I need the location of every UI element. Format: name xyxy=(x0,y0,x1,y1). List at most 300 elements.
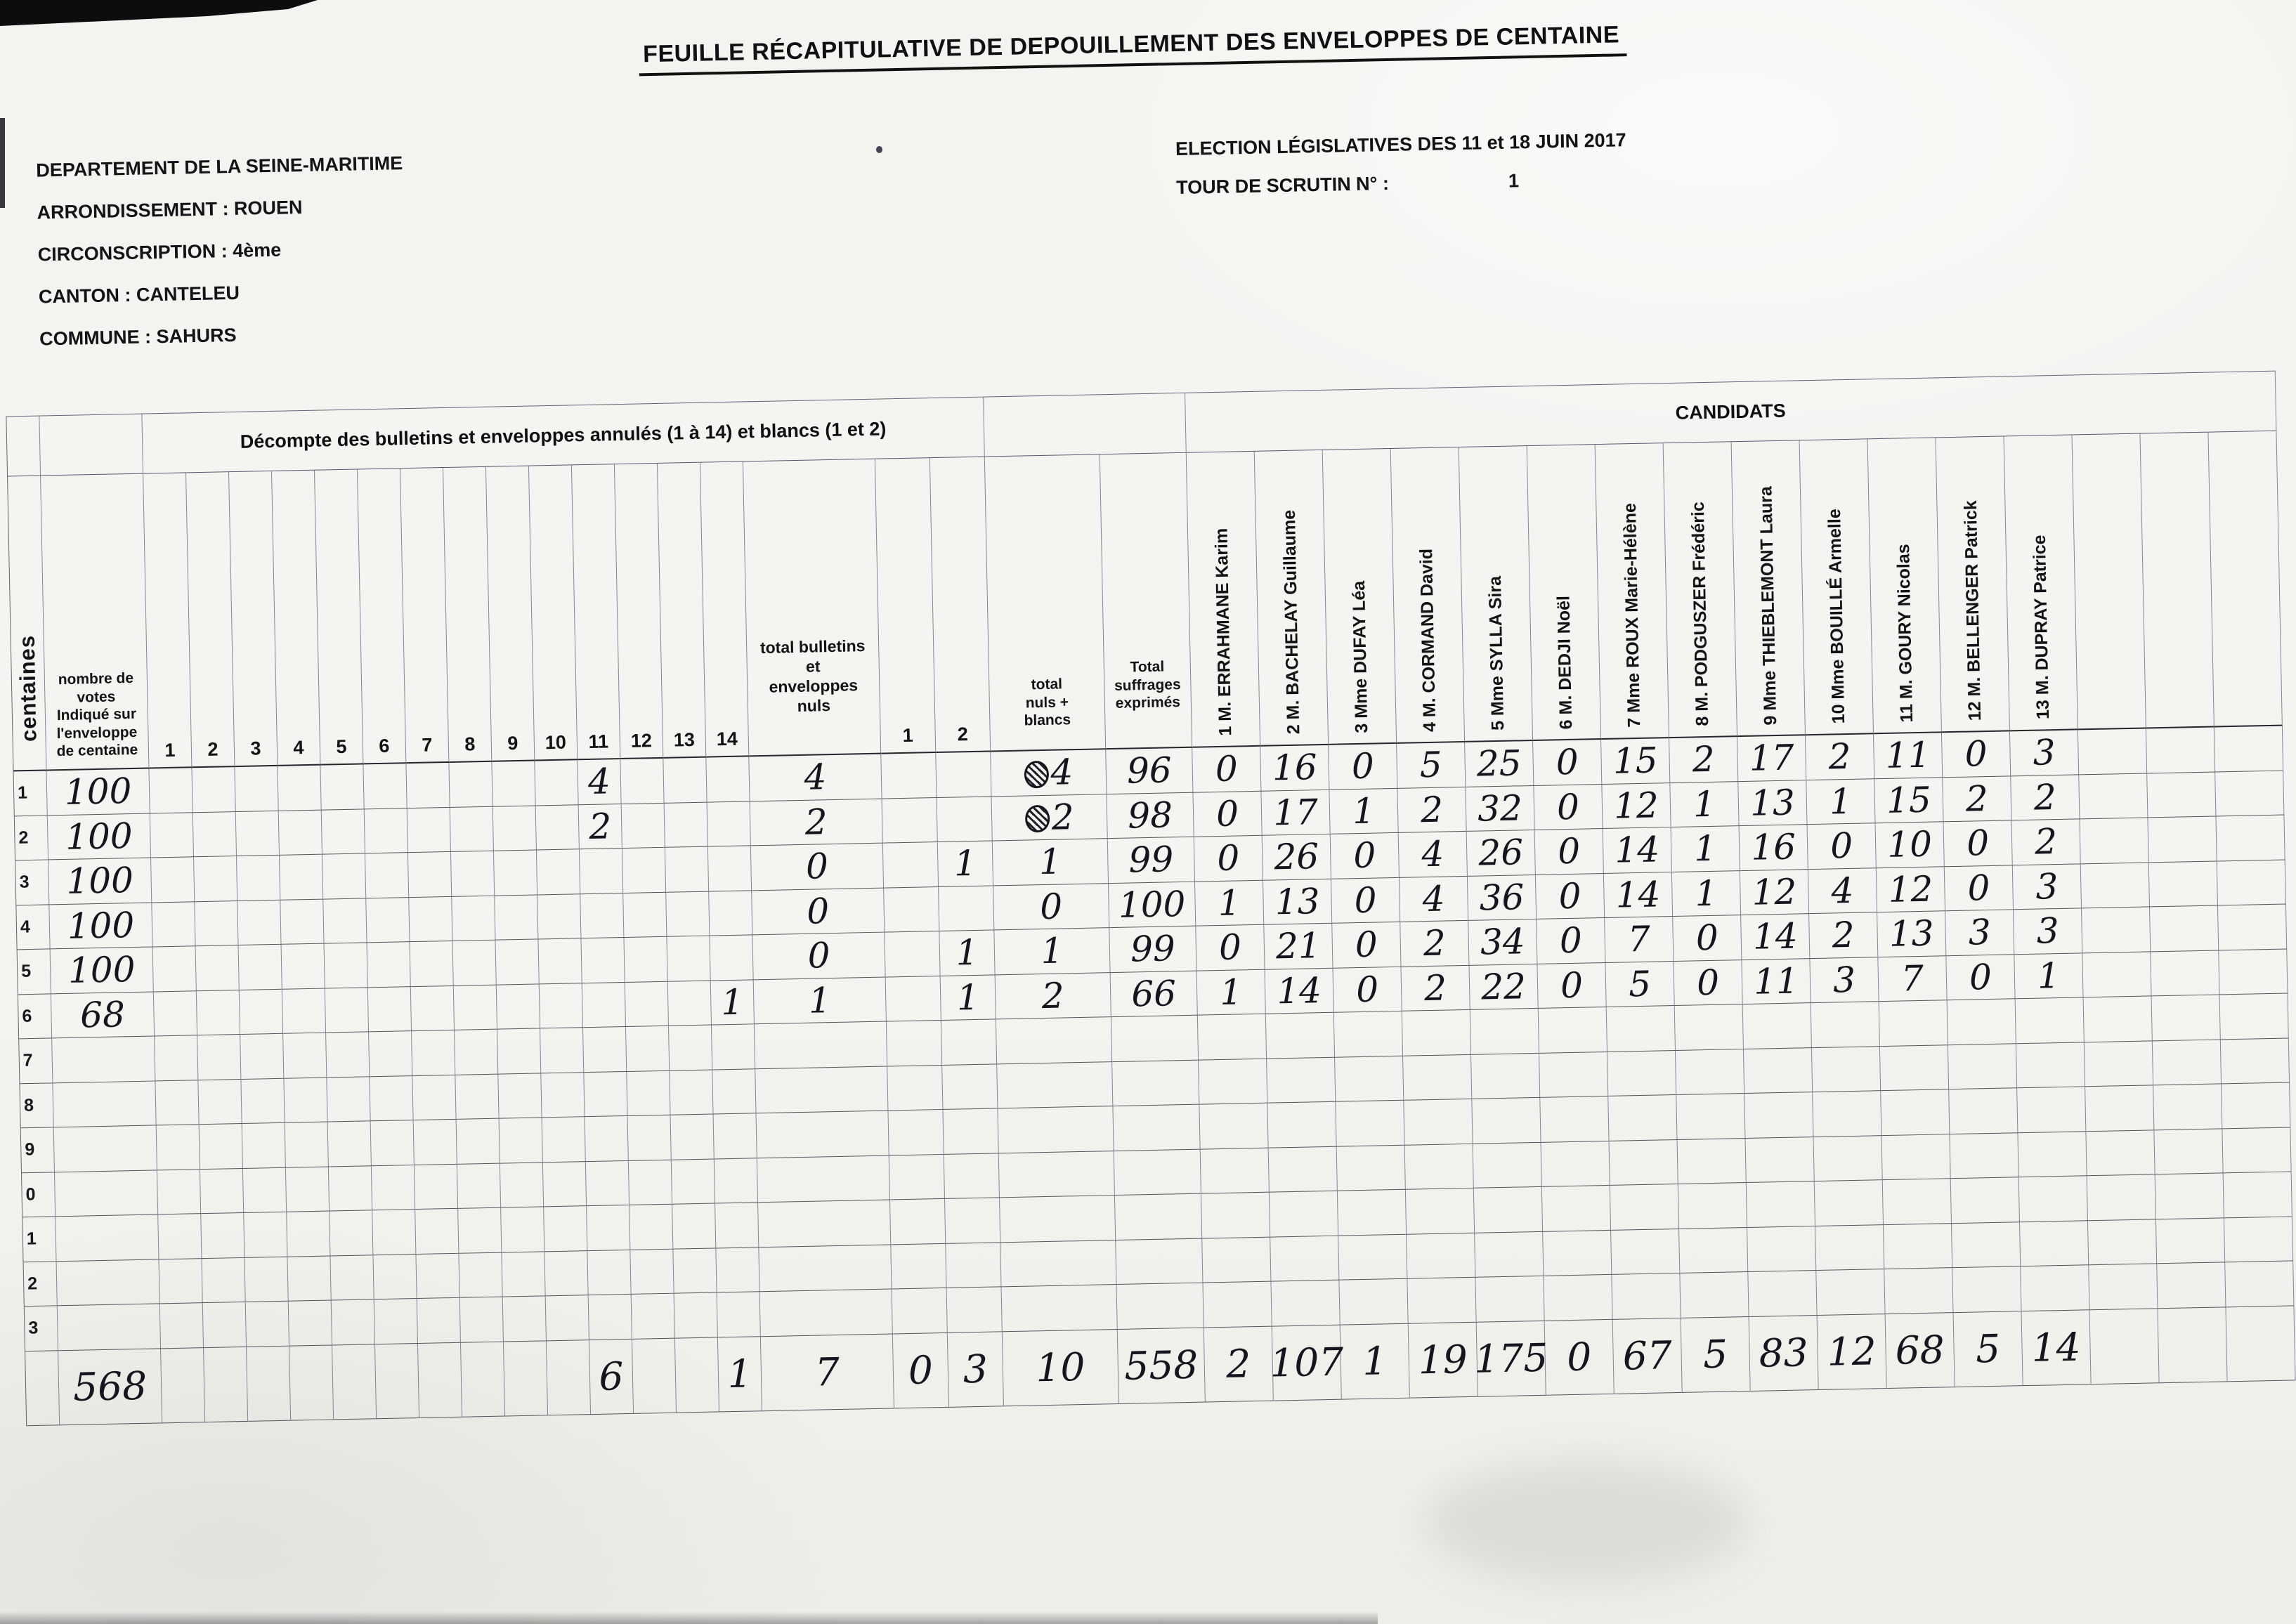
table-row-12-c1 xyxy=(159,1259,202,1304)
table-row-10-x2 xyxy=(2154,1129,2223,1174)
table-row-11-c5 xyxy=(330,1210,373,1256)
handwritten-value: 98 xyxy=(1127,794,1173,837)
table-row-13-x2 xyxy=(2157,1262,2226,1308)
election-title-line: ELECTION LÉGISLATIVES DES 11 et 18 JUIN 2017 xyxy=(1175,129,1626,160)
table-row-2-k4 xyxy=(1397,787,1466,832)
table-row-13-c13 xyxy=(674,1292,718,1338)
table-row-8-suffrages xyxy=(1112,1060,1199,1106)
totals-row-votes xyxy=(58,1349,162,1425)
table-row-4-c1 xyxy=(152,902,195,948)
table-row-10-label xyxy=(22,1172,56,1217)
annul-col-number-13: 13 xyxy=(673,728,696,751)
table-row-10-k11 xyxy=(1881,1134,1950,1180)
handwritten-value: 12 xyxy=(1888,868,1933,910)
row-number: 4 xyxy=(20,917,31,937)
table-row-11-b2 xyxy=(945,1198,1000,1243)
table-row-3-k5 xyxy=(1467,830,1536,876)
table-row-1-k9 xyxy=(1737,735,1806,781)
table-row-2-c14 xyxy=(707,801,751,847)
col-header-b1 xyxy=(875,458,936,754)
handwritten-value: 14 xyxy=(1276,969,1322,1012)
table-row-13-k5 xyxy=(1475,1276,1544,1322)
table-row-11-c13 xyxy=(672,1203,716,1249)
table-row-8-k9 xyxy=(1744,1048,1813,1094)
table-row-6-k11 xyxy=(1878,956,1947,1002)
table-row-12-c8 xyxy=(459,1252,502,1298)
table-row-7-c11 xyxy=(583,1027,627,1073)
table-row-8-x2 xyxy=(2153,1040,2222,1085)
total-nuls-column-header: total bulletins et enveloppes nuls xyxy=(759,636,866,715)
table-row-12-votes xyxy=(57,1259,160,1306)
candidate-header-13: 13 M. DUPRAY Patrice xyxy=(2029,535,2054,720)
table-row-2-c10 xyxy=(536,805,580,851)
table-row-13-k8 xyxy=(1680,1272,1749,1318)
table-row-3-c10 xyxy=(537,849,580,895)
handwritten-value: 68 xyxy=(79,994,126,1036)
totals-row-c7 xyxy=(418,1342,462,1417)
table-row-2-x3 xyxy=(2215,771,2284,816)
table-row-8-x3 xyxy=(2221,1038,2290,1084)
row-number: 1 xyxy=(17,782,28,804)
totals-row-x1 xyxy=(2089,1309,2159,1384)
table-row-5-c10 xyxy=(538,938,582,984)
handwritten-value: 0 xyxy=(1352,834,1376,877)
handwritten-value: 0 xyxy=(1215,748,1239,790)
table-row-13-k13 xyxy=(2021,1265,2089,1311)
handwritten-value: 17 xyxy=(1749,737,1795,780)
table-row-1-x2 xyxy=(2146,728,2215,773)
table-row-4-k3 xyxy=(1331,877,1400,923)
handwritten-value: 4 xyxy=(1421,833,1444,875)
table-row-7-c13 xyxy=(669,1026,712,1071)
table-row-1-nuls_blancs xyxy=(991,749,1107,797)
row-number: 2 xyxy=(18,827,29,848)
row-number: 8 xyxy=(23,1095,34,1115)
blancs-col-number-2: 2 xyxy=(957,723,969,745)
handwritten-value: 0 xyxy=(1216,837,1240,879)
table-row-4-k12 xyxy=(1945,865,2014,911)
table-row-8-label xyxy=(20,1083,53,1128)
handwritten-value: 1 xyxy=(1693,828,1717,870)
col-header-k4 xyxy=(1391,447,1465,744)
col-header-k7 xyxy=(1596,443,1669,740)
table-row-6-c6 xyxy=(368,987,412,1033)
handwritten-value: 7 xyxy=(1627,918,1651,960)
table-row-5-c13 xyxy=(667,936,710,982)
table-row-7-k7 xyxy=(1607,1006,1676,1052)
table-row-10-nuls_blancs xyxy=(999,1151,1115,1198)
table-row-3-nuls_blancs xyxy=(993,839,1109,886)
table-row-6-k6 xyxy=(1537,962,1606,1008)
table-row-9-c1 xyxy=(157,1125,200,1170)
handwritten-value: 0 xyxy=(1964,733,1988,775)
centaines-vertical-label: centaines xyxy=(14,634,41,742)
table-row-11-c12 xyxy=(630,1205,673,1250)
table-row-2-k11 xyxy=(1874,778,1943,823)
table-row-8-c8 xyxy=(455,1074,499,1120)
table-row-13-c14 xyxy=(717,1292,761,1337)
table-row-9-k5 xyxy=(1472,1098,1541,1144)
table-row-3-k11 xyxy=(1876,822,1945,867)
handwritten-value: 0 xyxy=(1829,825,1853,867)
table-row-12-c2 xyxy=(202,1257,245,1303)
totals-row-k4 xyxy=(1409,1322,1478,1398)
totals-row-c11 xyxy=(589,1339,634,1414)
blancs-col-number-1: 1 xyxy=(902,724,914,746)
totals-row-k2 xyxy=(1269,1325,1344,1401)
table-row-4-x1 xyxy=(2081,863,2150,908)
handwritten-value: 0 xyxy=(805,846,829,888)
col-header-c5 xyxy=(315,469,363,765)
nuls-blancs-column-header: total nuls + blancs xyxy=(1024,676,1071,729)
handwritten-value: 99 xyxy=(1130,928,1176,970)
table-row-11-k5 xyxy=(1474,1187,1543,1233)
table-row-1-c4 xyxy=(278,766,321,811)
table-row-11-k11 xyxy=(1883,1179,1952,1224)
table-row-10-c1 xyxy=(157,1170,201,1215)
handwritten-value: 3 xyxy=(2033,732,2056,773)
table-row-11-c8 xyxy=(458,1208,502,1254)
table-row-4-c6 xyxy=(366,898,410,943)
location-info-block xyxy=(36,152,407,370)
table-row-1-k10 xyxy=(1806,734,1874,780)
table-row-1-c9 xyxy=(492,761,535,806)
col-header-total_nuls xyxy=(743,459,881,757)
table-row-7-k8 xyxy=(1675,1004,1744,1050)
table-row-13-c9 xyxy=(503,1296,547,1342)
table-row-3-c7 xyxy=(408,852,452,898)
table-row-4-k10 xyxy=(1808,868,1877,914)
table-row-1-c14 xyxy=(706,757,750,802)
handwritten-value: 100 xyxy=(67,904,135,947)
totals-row-k5 xyxy=(1473,1321,1548,1396)
value-text: 4 xyxy=(1050,752,1074,794)
table-row-9-c11 xyxy=(585,1116,629,1162)
table-row-6-nuls_blancs xyxy=(996,973,1111,1020)
table-row-12-total_nuls xyxy=(759,1245,892,1292)
arrondissement-line: ARRONDISSEMENT : ROUEN xyxy=(37,196,303,223)
table-row-7-c14 xyxy=(712,1024,755,1070)
handwritten-value: 1 xyxy=(720,981,744,1023)
table-row-3-c14 xyxy=(708,846,752,891)
table-row-5-total_nuls xyxy=(752,933,885,980)
candidate-header-3: 3 Mme DUFAY Léa xyxy=(1348,580,1372,734)
totals-row-c9 xyxy=(504,1341,548,1416)
table-row-12-k8 xyxy=(1679,1227,1748,1273)
annul-col-number-5: 5 xyxy=(336,735,347,758)
table-row-1-k13 xyxy=(2010,730,2079,775)
table-row-3-k6 xyxy=(1535,829,1604,875)
col-header-c3 xyxy=(229,471,278,767)
table-row-10-c9 xyxy=(500,1163,544,1208)
table-row-9-c2 xyxy=(200,1124,243,1170)
table-row-4-k2 xyxy=(1263,879,1332,924)
col-header-c10 xyxy=(529,465,578,761)
election-info-block xyxy=(1175,129,1627,199)
table-row-5-c5 xyxy=(325,943,368,988)
candidate-header-11: 11 M. GOURY Nicolas xyxy=(1893,543,1917,723)
totals-row-suffrages xyxy=(1118,1328,1206,1403)
col-header-c1 xyxy=(143,473,192,768)
table-row-12-k7 xyxy=(1611,1229,1680,1274)
canton-line: CANTON : CANTELEU xyxy=(38,282,240,308)
table-row-9-c3 xyxy=(242,1123,286,1169)
handwritten-value: 3 xyxy=(963,1346,989,1391)
table-row-9-b2 xyxy=(943,1108,998,1154)
handwritten-value: 2 xyxy=(2034,821,2058,863)
table-row-13-suffrages xyxy=(1116,1283,1204,1330)
table-row-11-k7 xyxy=(1610,1184,1679,1230)
table-row-6-votes xyxy=(51,992,155,1038)
table-row-6-k8 xyxy=(1674,960,1742,1006)
col-header-c4 xyxy=(272,471,320,766)
table-row-13-c12 xyxy=(632,1294,675,1340)
table-row-4-c4 xyxy=(280,899,324,945)
table-row-7-k10 xyxy=(1811,1002,1880,1047)
table-row-11-k6 xyxy=(1542,1186,1611,1231)
table-row-1-c2 xyxy=(192,767,235,813)
totals-row-k7 xyxy=(1613,1318,1683,1394)
handwritten-value: 5 xyxy=(1419,744,1443,786)
table-row-3-x2 xyxy=(2148,816,2217,862)
table-row-7-k6 xyxy=(1539,1007,1607,1053)
totals-row-k8 xyxy=(1681,1316,1751,1392)
ink-dot-artifact xyxy=(876,146,882,153)
handwritten-value: 25 xyxy=(1476,742,1522,785)
table-row-8-k7 xyxy=(1607,1050,1676,1096)
handwritten-value: 12 xyxy=(1826,1328,1877,1375)
table-row-5-c8 xyxy=(452,941,496,986)
table-row-8-c5 xyxy=(327,1077,370,1122)
candidate-header-10: 10 Mme BOUILLÉ Armelle xyxy=(1825,508,1849,724)
table-row-6-c5 xyxy=(325,988,369,1033)
table-row-6-k3 xyxy=(1333,967,1402,1012)
candidate-header-5: 5 Mme SYLLA Sira xyxy=(1485,575,1508,731)
col-header-k2 xyxy=(1255,450,1329,747)
table-row-7-suffrages xyxy=(1111,1016,1199,1062)
table-row-3-c8 xyxy=(451,851,495,897)
table-row-13-c11 xyxy=(589,1295,632,1340)
table-row-8-c1 xyxy=(155,1080,199,1126)
col-header-x1 xyxy=(2072,434,2146,731)
table-row-7-c10 xyxy=(540,1028,584,1073)
table-row-6-x2 xyxy=(2151,950,2219,996)
table-row-6-c11 xyxy=(582,982,626,1028)
col-header-k1 xyxy=(1187,452,1260,748)
handwritten-value: 558 xyxy=(1123,1342,1199,1389)
table-row-3-x1 xyxy=(2080,818,2148,863)
table-row-11-k10 xyxy=(1815,1180,1884,1226)
col-header-suffrages xyxy=(1100,453,1192,749)
table-row-11-c9 xyxy=(501,1207,544,1252)
tour-value: 1 xyxy=(1508,170,1520,192)
annul-col-number-8: 8 xyxy=(464,733,476,755)
totals-row-total_nuls xyxy=(761,1334,894,1411)
handwritten-value: 1 xyxy=(1218,882,1241,924)
table-row-11-k3 xyxy=(1338,1190,1407,1236)
table-row-8-c2 xyxy=(198,1079,242,1125)
table-row-2-k12 xyxy=(1943,776,2011,822)
table-row-1-k8 xyxy=(1669,737,1738,782)
table-row-4-votes xyxy=(49,903,152,949)
handwritten-value: 7 xyxy=(1900,957,1924,1000)
handwritten-value: 0 xyxy=(1695,917,1719,959)
table-row-4-x2 xyxy=(2149,861,2218,907)
table-row-12-k2 xyxy=(1270,1236,1339,1281)
table-row-9-c14 xyxy=(714,1113,757,1159)
handwritten-value: 12 xyxy=(1752,871,1797,913)
table-row-1-votes xyxy=(47,769,150,816)
col-header-label xyxy=(8,476,46,772)
table-row-13-c6 xyxy=(374,1299,418,1344)
handwritten-value: 4 xyxy=(1422,878,1446,919)
table-row-9-suffrages xyxy=(1113,1105,1200,1151)
table-row-3-c4 xyxy=(280,855,323,901)
table-row-4-c14 xyxy=(709,891,752,936)
handwritten-value: 22 xyxy=(1480,966,1527,1008)
handwritten-value: 0 xyxy=(1355,924,1378,966)
col-header-c11 xyxy=(572,464,620,760)
value-text: 2 xyxy=(1051,796,1075,838)
table-row-1-x3 xyxy=(2215,726,2283,772)
handwritten-value: 2 xyxy=(588,806,612,847)
table-row-10-x1 xyxy=(2086,1130,2155,1176)
table-row-9-c12 xyxy=(628,1115,672,1161)
table-row-7-c2 xyxy=(197,1035,241,1080)
table-row-12-k5 xyxy=(1475,1231,1544,1277)
table-row-8-total_nuls xyxy=(755,1066,888,1113)
table-row-9-k1 xyxy=(1199,1104,1268,1149)
handwritten-value: 1 xyxy=(1038,841,1062,883)
table-row-5-k3 xyxy=(1332,922,1401,968)
table-row-7-k5 xyxy=(1470,1009,1539,1054)
handwritten-value: 0 xyxy=(1218,926,1242,969)
candidate-header-4: 4 M. CORMAND David xyxy=(1416,548,1440,733)
col-header-c12 xyxy=(615,464,663,759)
table-row-3-k8 xyxy=(1671,826,1740,872)
table-row-1-c12 xyxy=(620,759,664,804)
table-row-10-k4 xyxy=(1405,1144,1474,1189)
candidate-header-7: 7 Mme ROUX Marie-Hélène xyxy=(1619,503,1645,728)
table-row-5-suffrages xyxy=(1109,926,1196,973)
row-number: 5 xyxy=(20,961,32,981)
handwritten-value: 6 xyxy=(598,1353,625,1399)
table-row-3-k1 xyxy=(1194,836,1263,882)
table-row-8-c13 xyxy=(670,1070,713,1115)
handwritten-value: 0 xyxy=(1556,786,1580,828)
table-row-2-label xyxy=(15,816,48,860)
table-row-8-k10 xyxy=(1812,1047,1881,1092)
table-row-11-nuls_blancs xyxy=(1000,1196,1116,1243)
table-row-3-b2 xyxy=(938,841,993,886)
table-row-7-k12 xyxy=(1948,999,2016,1045)
table-row-9-k11 xyxy=(1881,1089,1950,1135)
table-row-5-nuls_blancs xyxy=(994,928,1110,975)
table-row-6-label xyxy=(18,994,52,1039)
table-row-9-k4 xyxy=(1404,1099,1473,1145)
table-row-5-k10 xyxy=(1809,912,1878,958)
table-row-10-c6 xyxy=(372,1165,415,1211)
table-row-3-k2 xyxy=(1263,834,1331,880)
table-row-4-c2 xyxy=(195,901,238,947)
totals-row-c10 xyxy=(547,1340,591,1415)
band-cell-votes xyxy=(39,414,143,476)
table-row-1-x1 xyxy=(2078,728,2147,774)
table-row-7-k4 xyxy=(1402,1010,1471,1056)
table-row-11-x1 xyxy=(2087,1174,2156,1220)
annul-col-number-10: 10 xyxy=(544,731,567,754)
table-row-3-c12 xyxy=(622,848,666,893)
table-row-3-k4 xyxy=(1399,832,1468,877)
table-row-2-k6 xyxy=(1534,785,1603,830)
table-row-5-k1 xyxy=(1196,925,1265,971)
handwritten-value: 0 xyxy=(1355,969,1379,1010)
votes-column-header: nombre de votes Indiqué sur l'enveloppe de centaine xyxy=(56,669,138,760)
table-row-13-k2 xyxy=(1271,1281,1340,1326)
table-row-7-x1 xyxy=(2084,996,2153,1042)
table-row-4-x3 xyxy=(2217,860,2286,905)
table-row-2-c13 xyxy=(665,802,708,848)
table-row-7-c1 xyxy=(155,1035,198,1081)
table-row-1-suffrages xyxy=(1106,748,1193,794)
handwritten-value: 0 xyxy=(1966,867,1990,909)
handwritten-value: 2 xyxy=(1965,778,1989,820)
table-row-6-k13 xyxy=(2014,953,2083,999)
handwritten-value: 14 xyxy=(1614,829,1660,871)
table-row-9-k10 xyxy=(1813,1091,1881,1137)
table-row-7-k3 xyxy=(1334,1011,1403,1057)
table-row-11-c7 xyxy=(415,1209,459,1255)
handwritten-value: 0 xyxy=(807,935,830,977)
handwritten-value: 4 xyxy=(803,757,827,799)
handwritten-value: 0 xyxy=(1696,962,1720,1004)
table-row-9-x1 xyxy=(2085,1085,2154,1131)
table-row-13-c10 xyxy=(546,1295,589,1341)
table-row-12-x2 xyxy=(2156,1218,2225,1264)
scan-edge-artifact xyxy=(0,118,5,208)
table-row-11-k12 xyxy=(1951,1177,2020,1223)
table-row-2-k3 xyxy=(1329,788,1398,834)
totals-row-k3 xyxy=(1341,1323,1410,1399)
table-row-8-c9 xyxy=(498,1073,542,1119)
handwritten-value: 100 xyxy=(65,860,134,903)
table-row-7-c4 xyxy=(283,1033,327,1079)
handwritten-value xyxy=(992,794,1107,841)
table-row-13-c1 xyxy=(160,1303,204,1349)
row-number: 6 xyxy=(22,1006,32,1026)
table-row-10-k10 xyxy=(1813,1136,1882,1181)
table-row-10-c10 xyxy=(543,1162,587,1207)
table-row-2-c6 xyxy=(365,808,408,854)
table-row-10-suffrages xyxy=(1114,1149,1201,1196)
table-row-3-k12 xyxy=(1944,820,2013,866)
table-row-12-c13 xyxy=(673,1248,717,1294)
table-row-4-k13 xyxy=(2013,864,2082,910)
table-row-4-b1 xyxy=(884,887,939,933)
table-row-3-c1 xyxy=(151,857,195,903)
table-row-12-k6 xyxy=(1543,1230,1612,1276)
table-row-9-k6 xyxy=(1540,1096,1609,1142)
table-row-8-votes xyxy=(53,1081,156,1127)
table-row-2-x1 xyxy=(2079,773,2148,819)
tour-line xyxy=(1176,168,1627,199)
table-row-3-k7 xyxy=(1603,827,1672,873)
table-row-8-k4 xyxy=(1403,1054,1472,1100)
col-header-c2 xyxy=(186,472,235,768)
table-row-13-k6 xyxy=(1544,1275,1612,1321)
table-row-2-c11 xyxy=(579,804,622,850)
totals-row-b1 xyxy=(893,1332,949,1408)
